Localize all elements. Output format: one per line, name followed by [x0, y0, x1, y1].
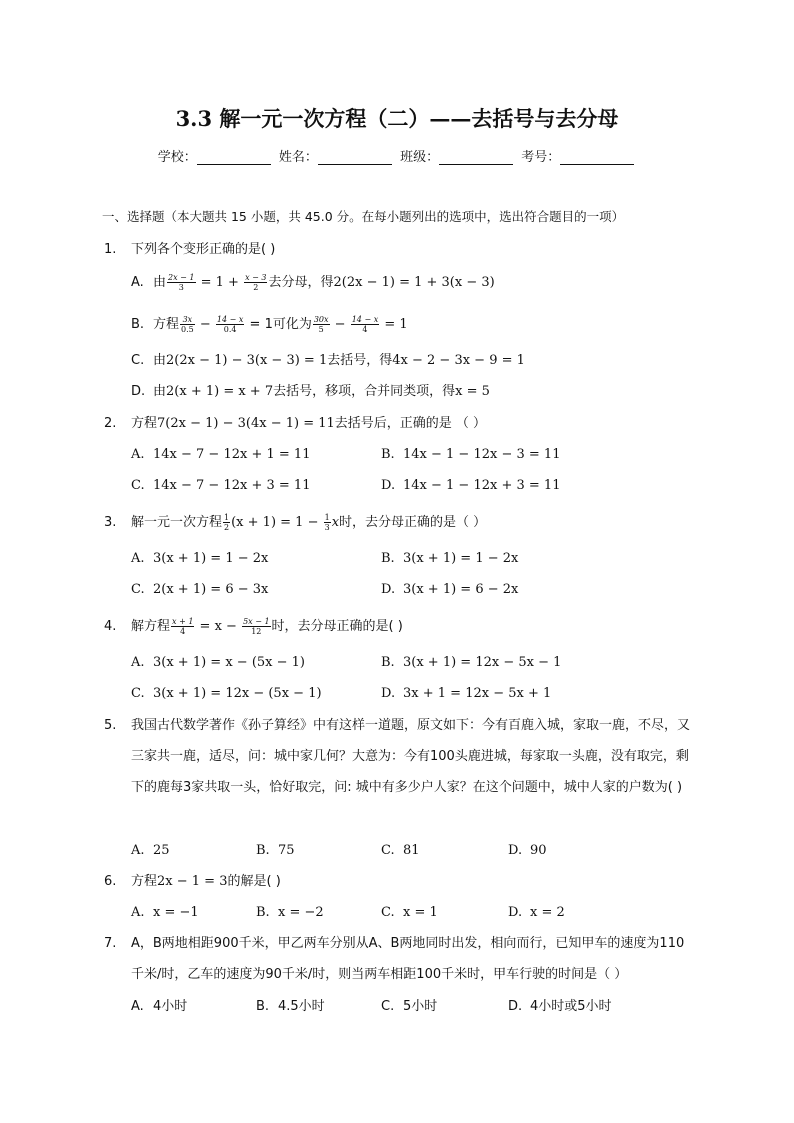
q7-option-b: B. 4.5小时: [256, 999, 325, 1014]
question-text: 下列各个变形正确的是( ): [131, 242, 276, 257]
q5-option-a: A. 25: [131, 843, 170, 858]
question-number: 5.: [104, 718, 117, 733]
question-text: 方程2x − 1 = 3的解是( ): [131, 874, 281, 889]
q1-option-c: C. 由2(2x − 1) − 3(x − 3) = 1去括号，得4x − 2 − 3x − 9 = 1: [131, 353, 525, 368]
q4-option-a: A. 3(x + 1) = x − (5x − 1): [131, 655, 305, 670]
q3-option-c: C. 2(x + 1) = 6 − 3x: [131, 582, 269, 597]
q7-option-d: D. 4小时或5小时: [508, 999, 612, 1014]
q1-option-d: D. 由2(x + 1) = x + 7去括号，移项，合并同类项，得x = 5: [131, 384, 490, 399]
q4-option-d: D. 3x + 1 = 12x − 5x + 1: [381, 686, 552, 701]
school-blank: [197, 150, 271, 165]
q6-option-d: D. x = 2: [508, 905, 565, 920]
q5-option-c: C. 81: [381, 843, 420, 858]
question-text: 解一元一次方程 $\frac{1}{2}$ (x + 1) = 1 − $\frac{1}{3}$ x时，去分母正确的是（ ）: [131, 513, 487, 532]
question-number: 3.: [104, 515, 117, 530]
q7-option-c: C. 5小时: [381, 999, 438, 1014]
question-number: 7.: [104, 936, 117, 951]
q2-option-b: B. 14x − 1 − 12x − 3 = 11: [381, 447, 561, 462]
q5-option-d: D. 90: [508, 843, 547, 858]
question-text: A，B两地相距900千米，甲乙两车分别从A、B两地同时出发，相向而行，已知甲车的速度为110千米/时，乙车的速度为90千米/时，则当两车相距100千米时，甲车行驶的时间是（ ）: [131, 936, 685, 982]
school-label: 学校：: [157, 150, 197, 165]
q4-option-b: B. 3(x + 1) = 12x − 5x − 1: [381, 655, 562, 670]
q3-option-b: B. 3(x + 1) = 1 − 2x: [381, 551, 519, 566]
q4-option-c: C. 3(x + 1) = 12x − (5x − 1): [131, 686, 322, 701]
class-blank: [439, 150, 513, 165]
q7-option-a: A. 4小时: [131, 999, 188, 1014]
question-text: 方程7(2x − 1) − 3(4x − 1) = 11去括号后，正确的是 （ ）: [131, 416, 487, 431]
q2-option-c: C. 14x − 7 − 12x + 3 = 11: [131, 478, 311, 493]
question-text: 解方程 $\frac{x + 1}{4}$ = x − $\frac{5x - 1}{12}$ 时，去分母正确的是( ): [131, 617, 403, 636]
page-title: 3.3 解一元一次方程（二）——去括号与去分母: [175, 106, 619, 131]
question-text: 我国古代数学著作《孙子算经》中有这样一道题，原文如下：今有百鹿入城，家取一鹿，不尽，又三家共一鹿，适尽，问：城中家几何？大意为：今有100头鹿进城，每家取一头鹿，没有取完，剩下的鹿每3家共取一头，恰好取完，问: 城中有多少户人家？在这个问题中，城中人家的户数为( ): [131, 718, 691, 795]
exam-no-blank: [560, 150, 634, 165]
q3-option-a: A. 3(x + 1) = 1 − 2x: [131, 551, 269, 566]
q6-option-a: A. x = −1: [131, 905, 199, 920]
question-number: 6.: [104, 874, 117, 889]
exam-no-label: 考号：: [521, 150, 561, 165]
q2-option-a: A. 14x − 7 − 12x + 1 = 11: [131, 447, 311, 462]
question-number: 2.: [104, 416, 117, 431]
student-info: [0, 146, 794, 165]
q3-option-d: D. 3(x + 1) = 6 − 2x: [381, 582, 519, 597]
q6-option-b: B. x = −2: [256, 905, 324, 920]
section-heading: 一、选择题（本大题共 15 小题，共 45.0 分。在每小题列出的选项中，选出符合题目的一项）: [102, 209, 625, 224]
q6-option-c: C. x = 1: [381, 905, 438, 920]
q1-option-a: A. 由 $\frac{2x - 1}{3}$ = 1 + $\frac{x - 3}{2}$ 去分母，得2(2x − 1) = 1 + 3(x − 3): [131, 273, 495, 292]
q2-option-d: D. 14x − 1 − 12x + 3 = 11: [381, 478, 561, 493]
name-label: 姓名：: [278, 150, 318, 165]
question-number: 4.: [104, 619, 117, 634]
q1-option-b: B. 方程 $\frac{3x}{0.5}$ − $\frac{14 - x}{0.4}$ = 1可化为 $\frac{30x}{5}$ − $\frac{14 - x}{4}$ = 1: [131, 315, 408, 334]
question-number: 1.: [104, 242, 117, 257]
q5-option-b: B. 75: [256, 843, 295, 858]
name-blank: [318, 150, 392, 165]
class-label: 班级：: [400, 150, 440, 165]
